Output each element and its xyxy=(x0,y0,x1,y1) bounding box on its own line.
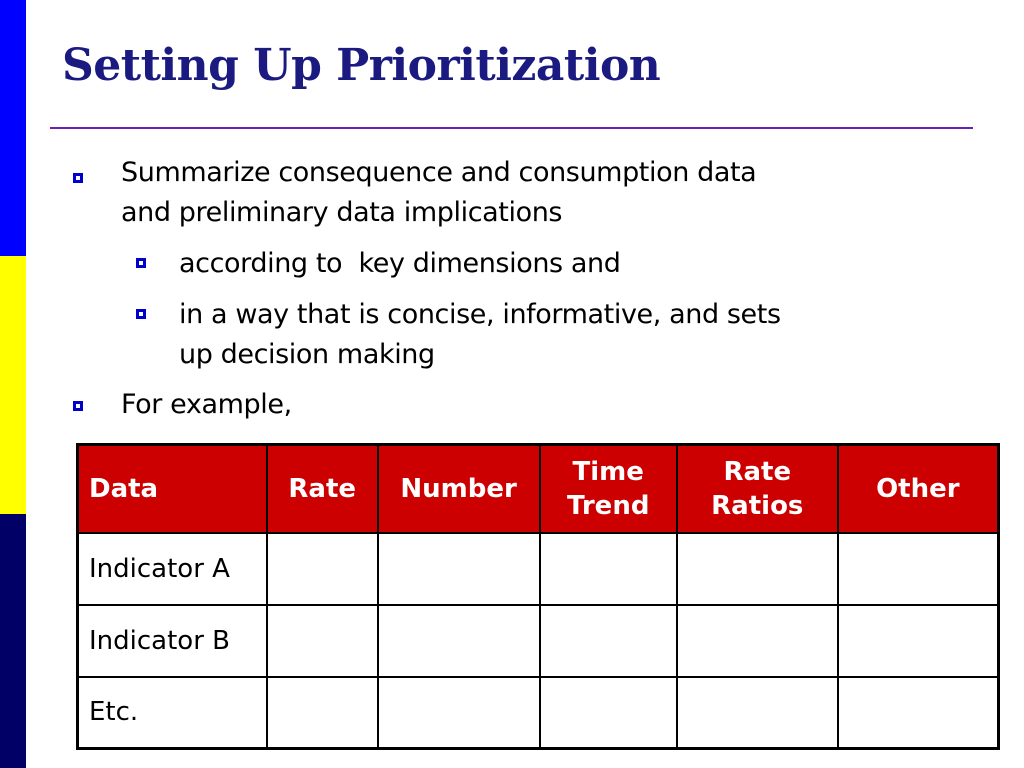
accent-bar-blue xyxy=(0,0,26,256)
square-bullet-icon xyxy=(73,173,83,183)
table-cell xyxy=(540,677,677,749)
square-bullet-icon xyxy=(73,401,83,411)
table-header-cell: Data xyxy=(78,445,267,533)
table-cell: Etc. xyxy=(78,677,267,749)
left-accent-bar xyxy=(0,0,26,768)
table-row xyxy=(78,677,999,749)
table-cell xyxy=(677,605,838,677)
table-cell xyxy=(378,605,540,677)
bullet-text: Summarize consequence and consumption data and preliminary data implications xyxy=(121,157,757,228)
table-header-cell: Number xyxy=(378,445,540,533)
table-cell xyxy=(378,533,540,605)
table-cell xyxy=(677,533,838,605)
table-row xyxy=(78,605,999,677)
square-bullet-icon xyxy=(136,258,146,268)
table-cell xyxy=(267,605,378,677)
table-header-cell: Other xyxy=(838,445,999,533)
sub-bullet-text: in a way that is concise, informative, and sets up decision making xyxy=(179,299,781,370)
table-cell xyxy=(267,677,378,749)
table-cell xyxy=(677,677,838,749)
table-cell xyxy=(540,533,677,605)
prioritization-table xyxy=(76,443,1000,750)
table-header-cell: Rate xyxy=(267,445,378,533)
table-row xyxy=(78,533,999,605)
sub-bullet-text: according to key dimensions and xyxy=(179,248,621,279)
title-divider xyxy=(50,127,973,129)
table-cell xyxy=(838,677,999,749)
table-header-cell: Time Trend xyxy=(540,445,677,533)
bullet-text: For example, xyxy=(121,389,292,420)
table-cell xyxy=(267,533,378,605)
table-cell xyxy=(838,605,999,677)
table-header-cell: Rate Ratios xyxy=(677,445,838,533)
table-cell xyxy=(378,677,540,749)
table-cell: Indicator A xyxy=(78,533,267,605)
table-cell: Indicator B xyxy=(78,605,267,677)
table-cell xyxy=(838,533,999,605)
accent-bar-yellow xyxy=(0,256,26,514)
accent-bar-navy xyxy=(0,514,26,768)
table-header-row xyxy=(78,445,999,533)
table-cell xyxy=(540,605,677,677)
square-bullet-icon xyxy=(136,309,146,319)
slide-title: Setting Up Prioritization xyxy=(62,40,661,91)
